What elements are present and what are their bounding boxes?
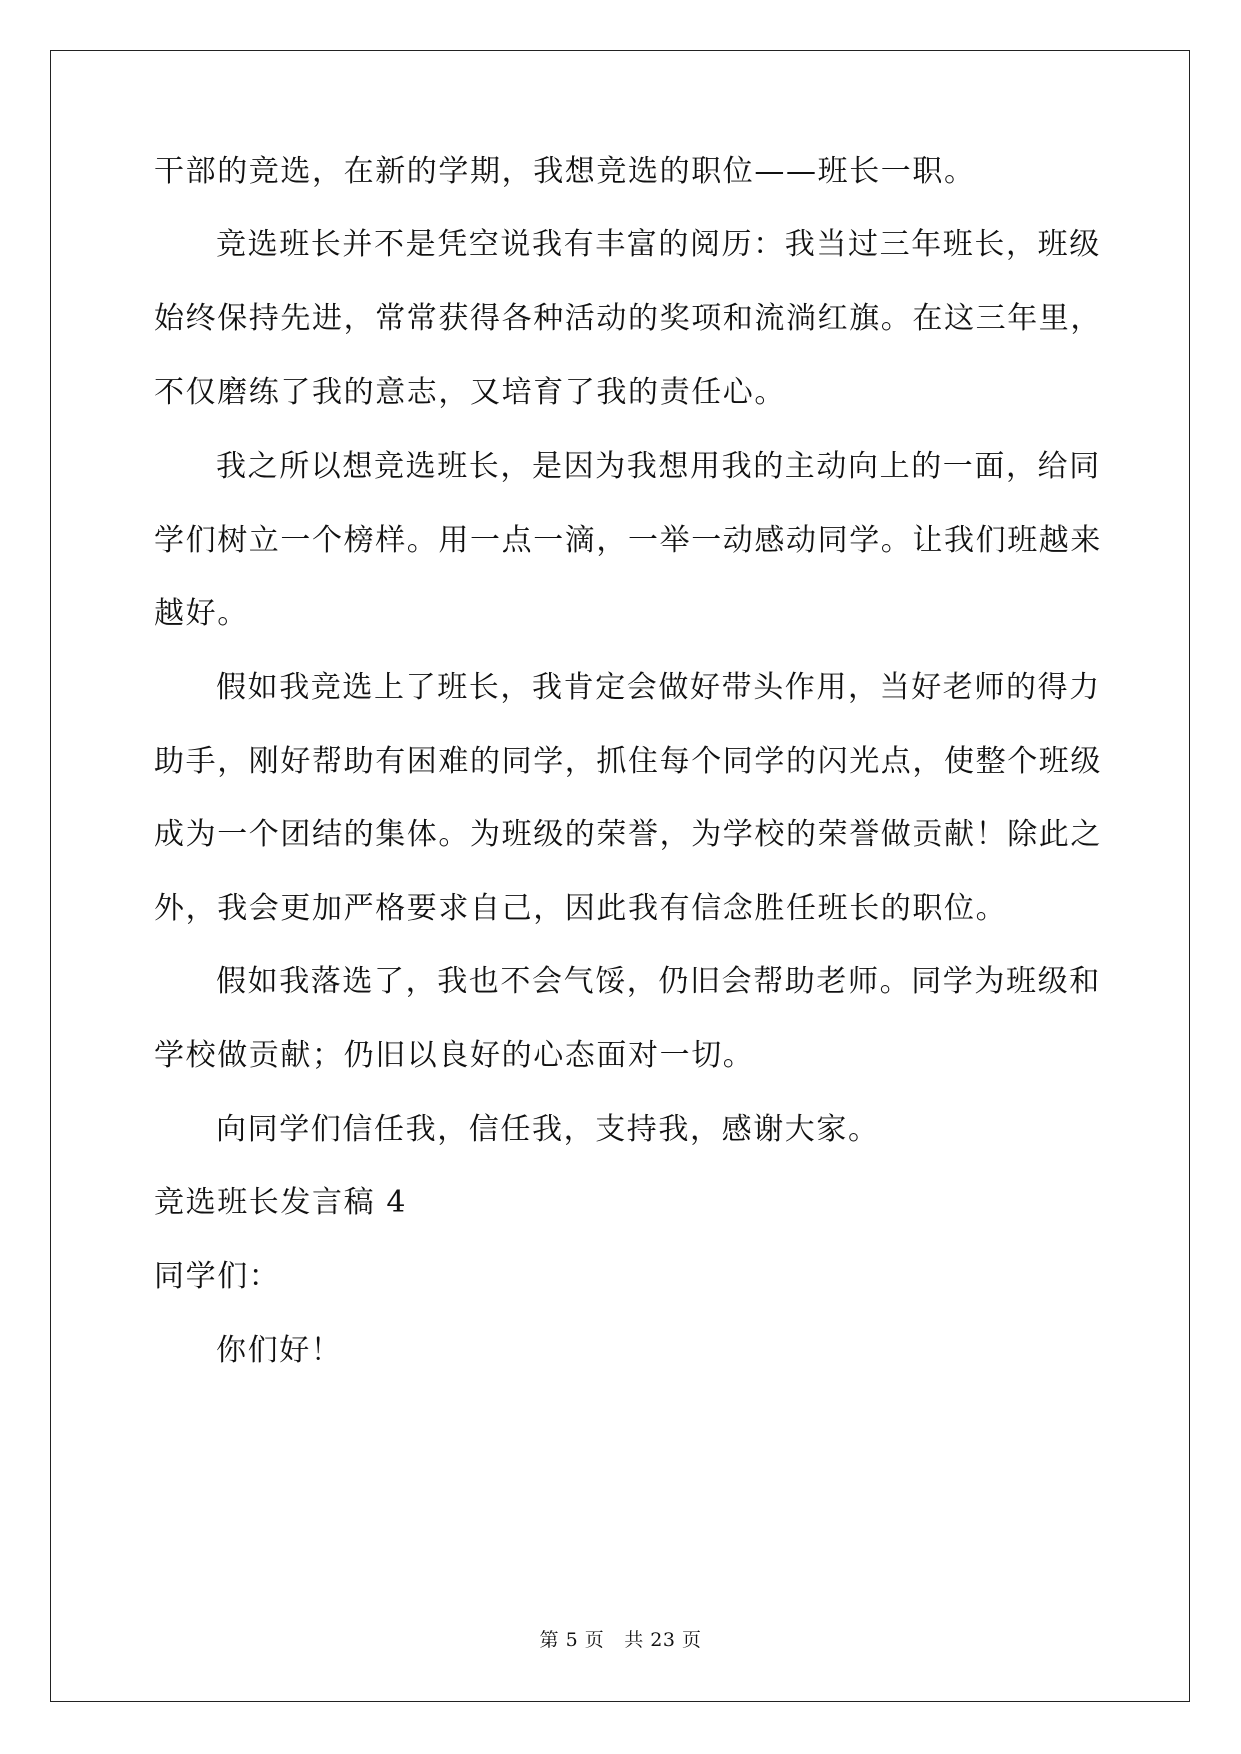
paragraph-line: 始终保持先进，常常获得各种活动的奖项和流淌红旗。在这三年里， <box>154 301 1102 336</box>
paragraph-line: 越好。 <box>154 596 249 631</box>
paragraph-line: 不仅磨练了我的意志，又培育了我的责任心。 <box>154 375 786 410</box>
paragraph-line: 助手，刚好帮助有困难的同学，抓住每个同学的闪光点，使整个班级 <box>154 744 1102 779</box>
paragraph-line: 学校做贡献；仍旧以良好的心态面对一切。 <box>154 1038 755 1073</box>
page-number: 第 5 页 <box>539 1629 605 1651</box>
page-total: 共 23 页 <box>624 1629 702 1651</box>
section-heading: 竞选班长发言稿 4 <box>154 1185 408 1220</box>
paragraph-line: 竞选班长并不是凭空说我有丰富的阅历：我当过三年班长，班级 <box>216 227 1101 262</box>
paragraph-line: 成为一个团结的集体。为班级的荣誉，为学校的荣誉做贡献！除此之 <box>154 817 1102 852</box>
paragraph-line: 假如我落选了，我也不会气馁，仍旧会帮助老师。同学为班级和 <box>216 964 1101 999</box>
paragraph-line: 向同学们信任我，信任我，支持我，感谢大家。 <box>216 1112 880 1147</box>
page-border <box>50 50 1190 1702</box>
salutation: 同学们： <box>154 1259 281 1294</box>
page-footer <box>0 1628 1241 1652</box>
paragraph-line: 外，我会更加严格要求自己，因此我有信念胜任班长的职位。 <box>154 891 1008 926</box>
paragraph-line: 干部的竞选，在新的学期，我想竞选的职位——班长一职。 <box>154 154 976 189</box>
paragraph-line: 我之所以想竞选班长，是因为我想用我的主动向上的一面，给同 <box>216 449 1101 484</box>
paragraph-line: 假如我竞选上了班长，我肯定会做好带头作用，当好老师的得力 <box>216 670 1101 705</box>
paragraph-line: 学们树立一个榜样。用一点一滴，一举一动感动同学。让我们班越来 <box>154 523 1102 558</box>
greeting: 你们好！ <box>216 1333 343 1368</box>
